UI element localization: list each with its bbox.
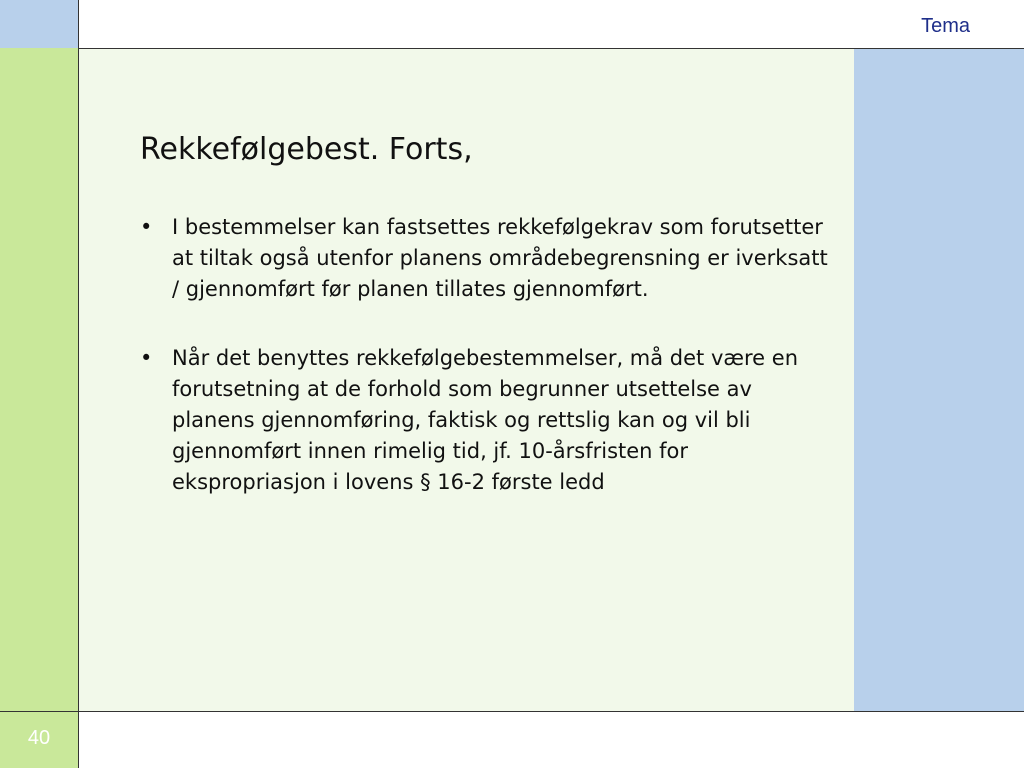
bullet-text: I bestemmelser kan fastsettes rekkefølgekrav som forutsetter at tiltak også utenfor planens områdebegrensning er iverksatt / gjennomført før planen tillates gjennomført. <box>172 215 828 301</box>
header-bar <box>79 0 1024 48</box>
bullet-icon: • <box>140 346 153 370</box>
header-title: Tema <box>921 15 970 37</box>
bullet-item <box>140 343 840 498</box>
top-left-block <box>0 0 79 48</box>
slide-title: Rekkefølgebest. Forts, <box>140 132 473 167</box>
bullet-text: Når det benyttes rekkefølgebestemmelser, må det være en forutsetning at de forhold som begrunner utsettelse av planens gjennomføring, faktisk og rettslig kan og vil bli gjennomført innen rimelig tid, jf. 10-årsfristen for ekspropriasjon i lovens § 16-2 første ledd <box>172 346 799 494</box>
footer-divider <box>0 711 1024 712</box>
slide-number: 40 <box>27 727 51 749</box>
bullet-list <box>140 212 840 536</box>
vertical-divider <box>78 0 79 768</box>
right-sidebar-column <box>854 49 1024 711</box>
bullet-item <box>140 212 840 305</box>
bullet-icon: • <box>140 215 153 239</box>
left-sidebar-column <box>0 48 79 711</box>
